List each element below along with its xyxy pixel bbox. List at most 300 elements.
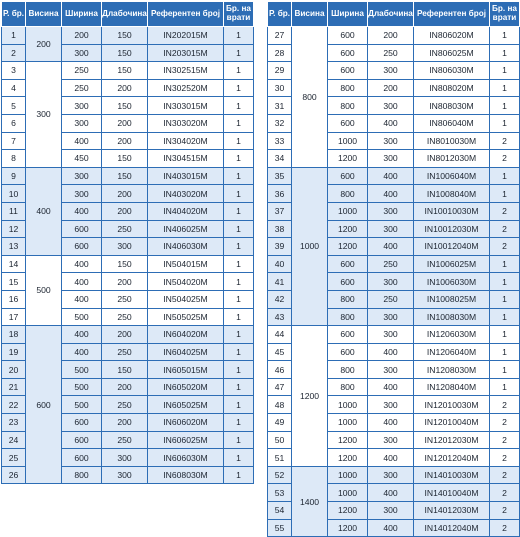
cell-doors: 2 xyxy=(490,396,520,414)
cell-row-number: 2 xyxy=(2,44,26,62)
cell-width: 800 xyxy=(62,466,102,484)
cell-row-number: 23 xyxy=(2,414,26,432)
cell-doors: 1 xyxy=(224,378,254,396)
col-header-row-number: Р. бр. xyxy=(268,2,292,27)
cell-width: 600 xyxy=(328,62,368,80)
cell-row-number: 1 xyxy=(2,27,26,45)
cell-row-number: 54 xyxy=(268,502,292,520)
cell-width: 1200 xyxy=(328,502,368,520)
cell-reference: IN1006040M xyxy=(414,167,490,185)
cell-doors: 1 xyxy=(490,326,520,344)
cell-width: 1000 xyxy=(328,484,368,502)
cell-doors: 1 xyxy=(224,361,254,379)
cell-row-number: 17 xyxy=(2,308,26,326)
cell-depth: 200 xyxy=(102,378,148,396)
cell-reference: IN202015M xyxy=(148,27,224,45)
cell-depth: 250 xyxy=(102,220,148,238)
cell-depth: 400 xyxy=(368,414,414,432)
cell-doors: 2 xyxy=(490,220,520,238)
cell-depth: 250 xyxy=(102,290,148,308)
cell-width: 1200 xyxy=(328,449,368,467)
cell-width: 600 xyxy=(328,167,368,185)
table-row xyxy=(2,62,254,80)
cell-doors: 1 xyxy=(224,431,254,449)
cell-height-group: 500 xyxy=(26,255,62,325)
cell-depth: 250 xyxy=(102,431,148,449)
cell-reference: IN8010030M xyxy=(414,132,490,150)
cell-doors: 1 xyxy=(490,343,520,361)
cell-reference: IN504020M xyxy=(148,273,224,291)
cell-depth: 200 xyxy=(368,27,414,45)
cell-depth: 150 xyxy=(102,167,148,185)
cell-depth: 300 xyxy=(368,150,414,168)
cell-reference: IN1208030M xyxy=(414,361,490,379)
cell-depth: 400 xyxy=(368,449,414,467)
cell-doors: 1 xyxy=(224,343,254,361)
cell-reference: IN605020M xyxy=(148,378,224,396)
col-header-depth: Длабочина xyxy=(102,2,148,27)
cell-doors: 1 xyxy=(490,273,520,291)
right-table-body xyxy=(268,27,520,537)
cell-reference: IN303020M xyxy=(148,114,224,132)
cell-doors: 1 xyxy=(490,185,520,203)
cell-doors: 1 xyxy=(490,79,520,97)
cell-depth: 300 xyxy=(368,431,414,449)
cell-reference: IN10010030M xyxy=(414,202,490,220)
cell-depth: 400 xyxy=(368,114,414,132)
cell-width: 800 xyxy=(328,79,368,97)
cell-width: 300 xyxy=(62,44,102,62)
right-spec-table xyxy=(267,1,520,537)
cell-depth: 400 xyxy=(368,378,414,396)
header-row xyxy=(268,2,520,27)
cell-reference: IN14010040M xyxy=(414,484,490,502)
cell-row-number: 52 xyxy=(268,466,292,484)
cell-depth: 200 xyxy=(102,114,148,132)
cell-doors: 2 xyxy=(490,466,520,484)
cell-reference: IN605015M xyxy=(148,361,224,379)
cell-doors: 1 xyxy=(490,290,520,308)
cell-row-number: 19 xyxy=(2,343,26,361)
cell-reference: IN606020M xyxy=(148,414,224,432)
cell-reference: IN14010030M xyxy=(414,466,490,484)
cell-width: 800 xyxy=(328,97,368,115)
col-header-width: Ширина xyxy=(328,2,368,27)
cell-width: 600 xyxy=(328,343,368,361)
cell-reference: IN505025M xyxy=(148,308,224,326)
cell-reference: IN404020M xyxy=(148,202,224,220)
cell-depth: 300 xyxy=(102,466,148,484)
cell-width: 600 xyxy=(62,414,102,432)
cell-width: 1000 xyxy=(328,466,368,484)
cell-reference: IN1206030M xyxy=(414,326,490,344)
cell-reference: IN604020M xyxy=(148,326,224,344)
cell-depth: 400 xyxy=(368,238,414,256)
cell-row-number: 44 xyxy=(268,326,292,344)
table-row xyxy=(2,167,254,185)
cell-doors: 2 xyxy=(490,519,520,537)
cell-width: 400 xyxy=(62,273,102,291)
cell-depth: 300 xyxy=(368,361,414,379)
cell-depth: 150 xyxy=(102,97,148,115)
table-row xyxy=(2,27,254,45)
cell-width: 400 xyxy=(62,132,102,150)
cell-width: 600 xyxy=(62,431,102,449)
cell-reference: IN304515M xyxy=(148,150,224,168)
cell-doors: 2 xyxy=(490,132,520,150)
cell-height-group: 1400 xyxy=(292,466,328,536)
cell-row-number: 49 xyxy=(268,414,292,432)
cell-row-number: 16 xyxy=(2,290,26,308)
cell-width: 400 xyxy=(62,255,102,273)
cell-reference: IN8012030M xyxy=(414,150,490,168)
cell-reference: IN10012030M xyxy=(414,220,490,238)
cell-width: 500 xyxy=(62,361,102,379)
cell-row-number: 30 xyxy=(268,79,292,97)
cell-reference: IN10012040M xyxy=(414,238,490,256)
cell-width: 800 xyxy=(328,290,368,308)
cell-doors: 1 xyxy=(224,62,254,80)
cell-depth: 400 xyxy=(368,343,414,361)
cell-depth: 250 xyxy=(368,255,414,273)
cell-reference: IN504025M xyxy=(148,290,224,308)
cell-reference: IN1008040M xyxy=(414,185,490,203)
cell-depth: 300 xyxy=(368,97,414,115)
cell-doors: 1 xyxy=(224,273,254,291)
cell-row-number: 48 xyxy=(268,396,292,414)
cell-depth: 400 xyxy=(368,185,414,203)
cell-doors: 1 xyxy=(224,150,254,168)
cell-width: 600 xyxy=(328,27,368,45)
cell-row-number: 36 xyxy=(268,185,292,203)
cell-depth: 300 xyxy=(102,449,148,467)
cell-depth: 400 xyxy=(368,519,414,537)
cell-depth: 150 xyxy=(102,44,148,62)
table-row xyxy=(2,326,254,344)
cell-height-group: 1200 xyxy=(292,326,328,467)
cell-depth: 300 xyxy=(368,273,414,291)
cell-doors: 2 xyxy=(490,431,520,449)
cell-row-number: 47 xyxy=(268,378,292,396)
header-row xyxy=(2,2,254,27)
cell-width: 250 xyxy=(62,62,102,80)
cell-depth: 300 xyxy=(368,502,414,520)
cell-row-number: 11 xyxy=(2,202,26,220)
cell-reference: IN806040M xyxy=(414,114,490,132)
cell-reference: IN12010040M xyxy=(414,414,490,432)
cell-height-group: 1000 xyxy=(292,167,328,325)
cell-doors: 1 xyxy=(224,79,254,97)
cell-reference: IN808030M xyxy=(414,97,490,115)
cell-width: 500 xyxy=(62,308,102,326)
cell-row-number: 43 xyxy=(268,308,292,326)
col-header-depth: Длабочина xyxy=(368,2,414,27)
cell-doors: 2 xyxy=(490,202,520,220)
cell-depth: 200 xyxy=(102,326,148,344)
cell-depth: 200 xyxy=(102,132,148,150)
cell-width: 1200 xyxy=(328,519,368,537)
cell-doors: 1 xyxy=(224,308,254,326)
cell-doors: 2 xyxy=(490,449,520,467)
cell-row-number: 50 xyxy=(268,431,292,449)
cell-row-number: 41 xyxy=(268,273,292,291)
cell-row-number: 8 xyxy=(2,150,26,168)
cell-reference: IN1208040M xyxy=(414,378,490,396)
cell-doors: 1 xyxy=(224,44,254,62)
cell-row-number: 34 xyxy=(268,150,292,168)
cell-row-number: 13 xyxy=(2,238,26,256)
cell-doors: 1 xyxy=(490,27,520,45)
cell-reference: IN604025M xyxy=(148,343,224,361)
cell-doors: 1 xyxy=(224,202,254,220)
cell-reference: IN1206040M xyxy=(414,343,490,361)
cell-reference: IN14012030M xyxy=(414,502,490,520)
cell-depth: 150 xyxy=(102,150,148,168)
cell-width: 600 xyxy=(62,449,102,467)
cell-row-number: 53 xyxy=(268,484,292,502)
cell-doors: 1 xyxy=(224,326,254,344)
cell-row-number: 51 xyxy=(268,449,292,467)
cell-row-number: 14 xyxy=(2,255,26,273)
cell-width: 600 xyxy=(62,238,102,256)
cell-doors: 1 xyxy=(490,62,520,80)
cell-width: 600 xyxy=(328,273,368,291)
cell-row-number: 28 xyxy=(268,44,292,62)
cell-depth: 300 xyxy=(368,396,414,414)
cell-reference: IN14012040M xyxy=(414,519,490,537)
cell-reference: IN504015M xyxy=(148,255,224,273)
cell-width: 800 xyxy=(328,361,368,379)
cell-reference: IN203015M xyxy=(148,44,224,62)
cell-row-number: 27 xyxy=(268,27,292,45)
cell-reference: IN403015M xyxy=(148,167,224,185)
cell-depth: 300 xyxy=(368,132,414,150)
cell-doors: 1 xyxy=(224,414,254,432)
col-header-doors: Бр. на врати xyxy=(224,2,254,27)
cell-doors: 2 xyxy=(490,502,520,520)
cell-reference: IN12010030M xyxy=(414,396,490,414)
cell-doors: 1 xyxy=(490,378,520,396)
cell-depth: 150 xyxy=(102,361,148,379)
cell-reference: IN303015M xyxy=(148,97,224,115)
cell-doors: 1 xyxy=(224,255,254,273)
cell-reference: IN1006025M xyxy=(414,255,490,273)
cell-width: 1200 xyxy=(328,238,368,256)
cell-row-number: 12 xyxy=(2,220,26,238)
cell-depth: 400 xyxy=(368,484,414,502)
cell-doors: 2 xyxy=(490,238,520,256)
cell-doors: 1 xyxy=(490,114,520,132)
col-header-doors: Бр. на врати xyxy=(490,2,520,27)
cell-depth: 300 xyxy=(368,326,414,344)
cell-width: 200 xyxy=(62,27,102,45)
cell-row-number: 31 xyxy=(268,97,292,115)
cell-doors: 1 xyxy=(490,255,520,273)
cell-row-number: 21 xyxy=(2,378,26,396)
cell-width: 500 xyxy=(62,378,102,396)
cell-row-number: 9 xyxy=(2,167,26,185)
cell-reference: IN806020M xyxy=(414,27,490,45)
cell-row-number: 40 xyxy=(268,255,292,273)
cell-height-group: 800 xyxy=(292,27,328,168)
cell-width: 300 xyxy=(62,167,102,185)
cell-doors: 1 xyxy=(490,308,520,326)
cell-doors: 1 xyxy=(224,238,254,256)
cell-row-number: 55 xyxy=(268,519,292,537)
cell-depth: 250 xyxy=(102,343,148,361)
cell-row-number: 10 xyxy=(2,185,26,203)
cell-doors: 1 xyxy=(224,167,254,185)
cell-reference: IN1006030M xyxy=(414,273,490,291)
cell-row-number: 3 xyxy=(2,62,26,80)
cell-row-number: 33 xyxy=(268,132,292,150)
cell-doors: 2 xyxy=(490,150,520,168)
cell-reference: IN1008030M xyxy=(414,308,490,326)
cell-depth: 200 xyxy=(368,79,414,97)
cell-width: 400 xyxy=(62,326,102,344)
cell-reference: IN403020M xyxy=(148,185,224,203)
cell-row-number: 24 xyxy=(2,431,26,449)
cell-row-number: 6 xyxy=(2,114,26,132)
cell-depth: 200 xyxy=(102,185,148,203)
cell-width: 600 xyxy=(328,44,368,62)
cell-depth: 150 xyxy=(102,27,148,45)
col-header-height: Висина xyxy=(292,2,328,27)
cell-width: 300 xyxy=(62,97,102,115)
cell-depth: 150 xyxy=(102,255,148,273)
cell-reference: IN806030M xyxy=(414,62,490,80)
cell-row-number: 26 xyxy=(2,466,26,484)
cell-doors: 1 xyxy=(224,466,254,484)
cell-row-number: 32 xyxy=(268,114,292,132)
cell-depth: 250 xyxy=(368,290,414,308)
cell-doors: 1 xyxy=(224,396,254,414)
cell-row-number: 35 xyxy=(268,167,292,185)
cell-height-group: 300 xyxy=(26,62,62,168)
cell-depth: 300 xyxy=(368,308,414,326)
cell-depth: 200 xyxy=(102,79,148,97)
cell-width: 1200 xyxy=(328,220,368,238)
cell-reference: IN1008025M xyxy=(414,290,490,308)
cell-depth: 150 xyxy=(102,62,148,80)
cell-row-number: 38 xyxy=(268,220,292,238)
cell-doors: 1 xyxy=(224,220,254,238)
cell-reference: IN12012040M xyxy=(414,449,490,467)
cell-doors: 1 xyxy=(224,27,254,45)
cell-width: 400 xyxy=(62,343,102,361)
cell-row-number: 42 xyxy=(268,290,292,308)
cell-width: 800 xyxy=(328,185,368,203)
left-spec-table xyxy=(1,1,254,484)
cell-width: 1000 xyxy=(328,202,368,220)
cell-height-group: 400 xyxy=(26,167,62,255)
cell-doors: 2 xyxy=(490,414,520,432)
cell-width: 1000 xyxy=(328,414,368,432)
col-header-height: Висина xyxy=(26,2,62,27)
cell-row-number: 45 xyxy=(268,343,292,361)
cell-doors: 1 xyxy=(490,97,520,115)
cell-doors: 1 xyxy=(490,167,520,185)
cell-width: 800 xyxy=(328,378,368,396)
cell-width: 1200 xyxy=(328,150,368,168)
cell-row-number: 25 xyxy=(2,449,26,467)
cell-reference: IN406025M xyxy=(148,220,224,238)
cell-depth: 300 xyxy=(368,466,414,484)
cell-doors: 1 xyxy=(224,449,254,467)
cell-width: 1200 xyxy=(328,431,368,449)
cell-row-number: 7 xyxy=(2,132,26,150)
cell-depth: 250 xyxy=(368,44,414,62)
cell-width: 500 xyxy=(62,396,102,414)
col-header-row-number: Р. бр. xyxy=(2,2,26,27)
cell-depth: 300 xyxy=(102,238,148,256)
cell-doors: 1 xyxy=(224,290,254,308)
cell-doors: 1 xyxy=(490,361,520,379)
cell-reference: IN608030M xyxy=(148,466,224,484)
cell-width: 300 xyxy=(62,185,102,203)
cell-depth: 300 xyxy=(368,62,414,80)
cell-width: 600 xyxy=(328,114,368,132)
table-row xyxy=(268,167,520,185)
cell-width: 800 xyxy=(328,308,368,326)
cell-width: 1000 xyxy=(328,396,368,414)
cell-reference: IN12012030M xyxy=(414,431,490,449)
col-header-width: Ширина xyxy=(62,2,102,27)
cell-height-group: 600 xyxy=(26,326,62,484)
cell-reference: IN302515M xyxy=(148,62,224,80)
cell-depth: 200 xyxy=(102,273,148,291)
cell-reference: IN606025M xyxy=(148,431,224,449)
cell-reference: IN605025M xyxy=(148,396,224,414)
cell-depth: 300 xyxy=(368,220,414,238)
left-table-body xyxy=(2,27,254,484)
cell-doors: 1 xyxy=(224,185,254,203)
cell-depth: 200 xyxy=(102,414,148,432)
cell-row-number: 29 xyxy=(268,62,292,80)
cell-row-number: 4 xyxy=(2,79,26,97)
cell-doors: 1 xyxy=(224,114,254,132)
cell-width: 400 xyxy=(62,202,102,220)
cell-width: 250 xyxy=(62,79,102,97)
cell-height-group: 200 xyxy=(26,27,62,62)
table-row xyxy=(268,326,520,344)
cell-reference: IN806025M xyxy=(414,44,490,62)
cell-reference: IN808020M xyxy=(414,79,490,97)
cell-depth: 300 xyxy=(368,202,414,220)
cell-doors: 2 xyxy=(490,484,520,502)
cell-reference: IN406030M xyxy=(148,238,224,256)
cell-width: 400 xyxy=(62,290,102,308)
col-header-reference: Референтен број xyxy=(414,2,490,27)
cell-depth: 250 xyxy=(102,308,148,326)
cell-width: 600 xyxy=(62,220,102,238)
cell-reference: IN606030M xyxy=(148,449,224,467)
cell-row-number: 39 xyxy=(268,238,292,256)
cell-width: 1000 xyxy=(328,132,368,150)
cell-reference: IN302520M xyxy=(148,79,224,97)
cell-row-number: 22 xyxy=(2,396,26,414)
cell-row-number: 20 xyxy=(2,361,26,379)
cell-doors: 1 xyxy=(224,97,254,115)
cell-width: 450 xyxy=(62,150,102,168)
table-row xyxy=(268,27,520,45)
cell-doors: 1 xyxy=(490,44,520,62)
cell-width: 600 xyxy=(328,326,368,344)
cell-width: 300 xyxy=(62,114,102,132)
cell-row-number: 15 xyxy=(2,273,26,291)
cell-doors: 1 xyxy=(224,132,254,150)
table-row xyxy=(2,255,254,273)
